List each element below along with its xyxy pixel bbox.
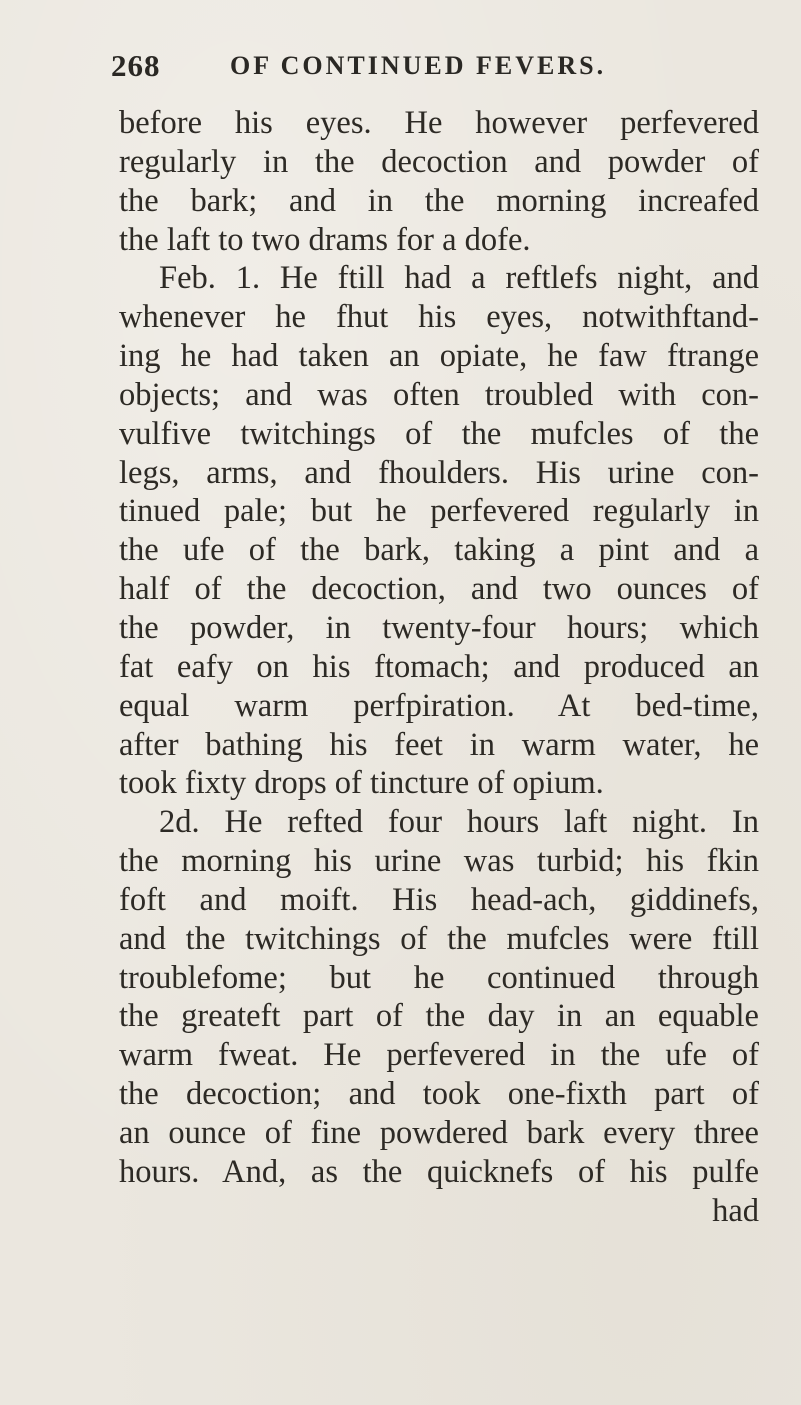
- text-line: Feb. 1. He ftill had a reftlefs night, and: [159, 260, 759, 297]
- text-line: and the twitchings of the mufcles were ftill: [119, 920, 759, 957]
- text-line: the powder, in twenty-four hours; which: [119, 609, 759, 646]
- text-line: objects; and was often troubled with con-: [119, 376, 759, 413]
- text-line: after bathing his feet in warm water, he: [119, 726, 759, 763]
- text-line: an ounce of fine powdered bark every three: [119, 1114, 759, 1151]
- text-line: the greateft part of the day in an equable: [119, 998, 759, 1035]
- page-header: [111, 44, 751, 90]
- text-line: vulfive twitchings of the mufcles of the: [119, 415, 759, 452]
- text-line: the bark; and in the morning increafed: [119, 182, 759, 219]
- text-line: the laft to two drams for a dofe.: [119, 221, 531, 258]
- text-line: warm fweat. He perfevered in the ufe of: [119, 1037, 759, 1074]
- text-line: half of the decoction, and two ounces of: [119, 571, 759, 608]
- page-number: 268: [111, 48, 161, 83]
- text-line: hours. And, as the quicknefs of his pulfe: [119, 1153, 759, 1190]
- text-line: tinued pale; but he perfevered regularly in: [119, 493, 759, 530]
- text-line: ing he had taken an opiate, he faw ftrange: [119, 338, 759, 375]
- text-line: regularly in the decoction and powder of: [119, 143, 759, 180]
- text-line: equal warm perfpiration. At bed-time,: [119, 687, 759, 724]
- body-text: [119, 104, 759, 1230]
- running-head: OF CONTINUED FEVERS.: [230, 51, 607, 80]
- text-line: the ufe of the bark, taking a pint and a: [119, 532, 759, 569]
- text-line: foft and moift. His head-ach, giddinefs,: [119, 881, 759, 918]
- text-line: troublefome; but he continued through: [119, 959, 759, 996]
- text-line: the decoction; and took one-fixth part of: [119, 1076, 759, 1113]
- text-line: 2d. He refted four hours laft night. In: [159, 804, 759, 841]
- text-line: before his eyes. He however perfevered: [119, 105, 759, 141]
- text-line: took fixty drops of tincture of opium.: [119, 765, 604, 802]
- text-line: the morning his urine was turbid; his fkin: [119, 843, 759, 880]
- text-line: whenever he fhut his eyes, notwithftand-: [119, 299, 759, 336]
- text-line: fat eafy on his ftomach; and produced an: [119, 648, 759, 685]
- catchword: had: [712, 1192, 759, 1229]
- text-line: legs, arms, and fhoulders. His urine con-: [119, 454, 759, 491]
